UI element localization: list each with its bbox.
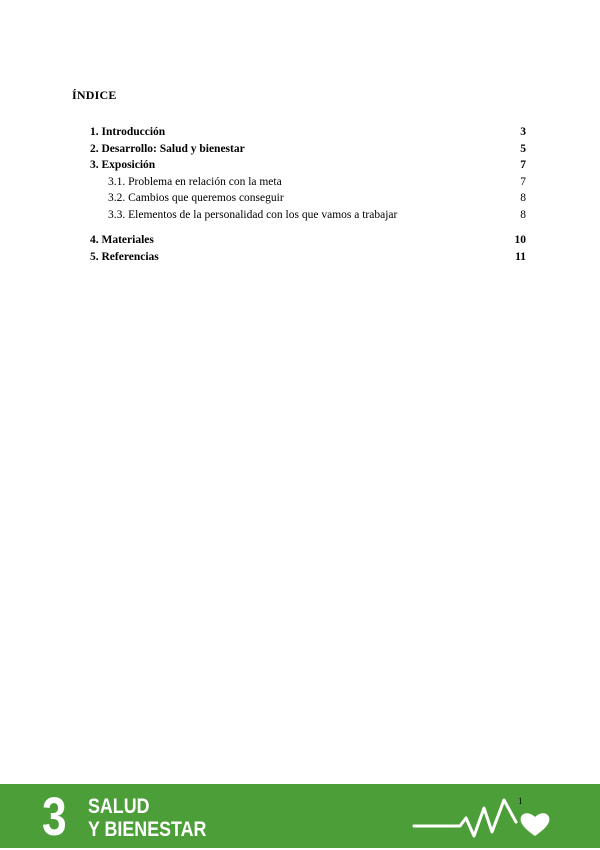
toc-entry-page: 5 — [520, 142, 526, 155]
toc-entry-label: 3. Exposición — [90, 159, 156, 171]
toc-entry-page: 3 — [520, 126, 526, 138]
toc-entry-page: 7 — [520, 159, 526, 171]
toc-entry-label: 1. Introducción — [90, 126, 166, 138]
sdg-goal-number: 3 — [42, 787, 67, 847]
toc-entry-materiales[interactable] — [90, 232, 526, 249]
toc-entry-exposicion[interactable] — [90, 157, 526, 174]
toc-entry-page: 8 — [520, 192, 526, 204]
toc-entry-page: 11 — [515, 250, 526, 263]
toc-entry-desarrollo[interactable] — [90, 141, 526, 158]
toc-entry-page: 10 — [514, 234, 526, 246]
toc-entry-cambios[interactable] — [90, 190, 526, 207]
toc-entry-elementos[interactable] — [90, 207, 526, 224]
sdg-title-line-2: Y BIENESTAR — [88, 818, 207, 841]
table-of-contents — [90, 124, 526, 265]
toc-entry-label: 3.3. Elementos de la personalidad con los que vamos a trabajar — [108, 208, 398, 221]
toc-entry-label: 3.1. Problema en relación con la meta — [108, 175, 282, 188]
sdg-footer-band — [0, 784, 600, 848]
toc-entry-introduccion[interactable] — [90, 124, 526, 141]
toc-entry-referencias[interactable] — [90, 249, 526, 266]
toc-entry-page: 7 — [520, 175, 526, 188]
toc-entry-label: 3.2. Cambios que queremos conseguir — [108, 192, 284, 204]
toc-entry-label: 4. Materiales — [90, 234, 154, 246]
toc-entry-label: 5. Referencias — [90, 250, 159, 263]
page-number: 1 — [518, 796, 523, 806]
toc-entry-page: 8 — [520, 208, 526, 221]
heartbeat-heart-icon — [412, 792, 552, 842]
sdg-goal-title — [88, 795, 206, 841]
toc-heading: ÍNDICE — [72, 88, 117, 102]
sdg-title-line-1: SALUD — [88, 795, 150, 818]
toc-entry-label: 2. Desarrollo: Salud y bienestar — [90, 142, 245, 155]
toc-entry-problema[interactable] — [90, 174, 526, 191]
